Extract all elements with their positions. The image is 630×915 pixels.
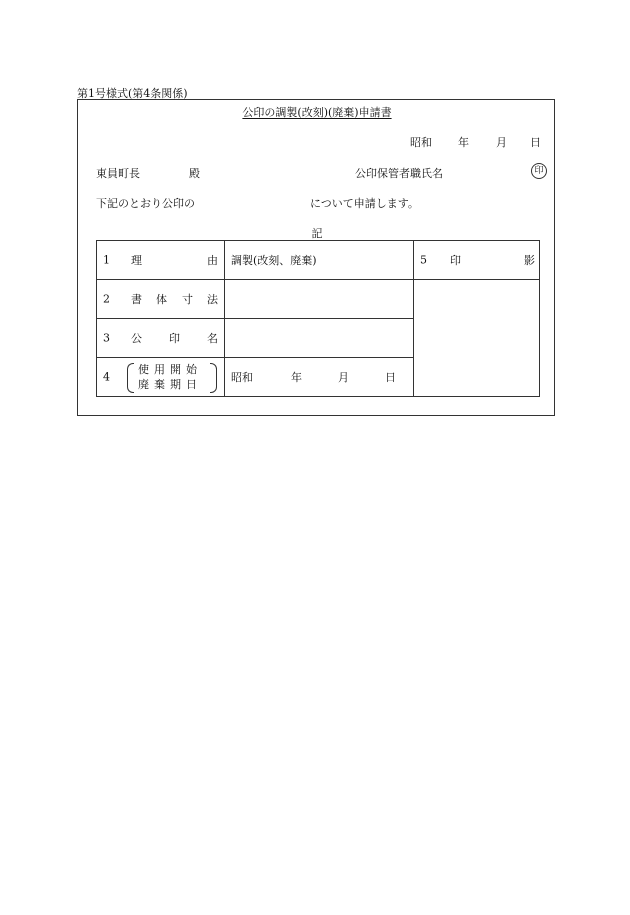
seal-impression-box [414, 280, 540, 397]
seal-holder-label: 公印保管者職氏名 [355, 167, 443, 180]
label-char: 寸 [182, 293, 193, 306]
addressee: 東員町長 [96, 167, 140, 180]
row-seal-name-label [97, 319, 225, 358]
label-char: 公 [131, 332, 142, 345]
label-char: 印 [450, 254, 461, 267]
row-typeface-size-value[interactable] [225, 280, 414, 319]
label-char: 法 [207, 293, 218, 306]
form-title: 公印の調製(改刻)(廃棄)申請書 [242, 106, 392, 119]
label-char: 名 [207, 332, 218, 345]
label-char: 体 [156, 293, 167, 306]
request-text-after: について申請します。 [310, 197, 419, 210]
row-reason-label [97, 241, 225, 280]
honorific: 殿 [189, 167, 200, 180]
right-bracket [210, 363, 217, 393]
date-year: 年 [458, 136, 469, 149]
reason-value: 調製(改刻、廃棄) [231, 254, 317, 267]
row-number: 5 [420, 253, 427, 267]
start-label: 使用開始 [138, 363, 202, 376]
row-number: 4 [103, 370, 110, 384]
label-char: 由 [207, 254, 218, 267]
date-era: 昭和 [410, 136, 432, 149]
left-bracket [127, 363, 134, 393]
date-day: 日 [385, 371, 396, 384]
date-year: 年 [291, 371, 302, 384]
row-reason-value [225, 241, 414, 280]
row-dates-value [225, 358, 414, 397]
label-char: 影 [524, 254, 535, 267]
detail-table [96, 240, 540, 397]
dates-label-stack [138, 362, 202, 392]
date-era: 昭和 [231, 371, 253, 384]
row-number: 2 [103, 292, 110, 306]
date-month: 月 [496, 136, 507, 149]
disposal-label: 廃棄期日 [138, 378, 202, 391]
row-typeface-size-label [97, 280, 225, 319]
seal-impression-label [414, 241, 540, 280]
ki-heading: 記 [311, 227, 323, 240]
row-number: 3 [103, 331, 110, 345]
date-month: 月 [338, 371, 349, 384]
label-char: 書 [131, 293, 142, 306]
date-day: 日 [530, 136, 541, 149]
application-form-frame [77, 99, 555, 416]
row-seal-name-value[interactable] [225, 319, 414, 358]
form-number-label: 第1号様式(第4条関係) [77, 87, 188, 100]
label-char: 理 [131, 254, 142, 267]
request-text-before: 下記のとおり公印の [96, 197, 195, 210]
row-number: 1 [103, 253, 110, 267]
row-dates-label [97, 358, 225, 397]
label-char: 印 [169, 332, 180, 345]
seal-mark-icon: 印 [531, 163, 547, 179]
